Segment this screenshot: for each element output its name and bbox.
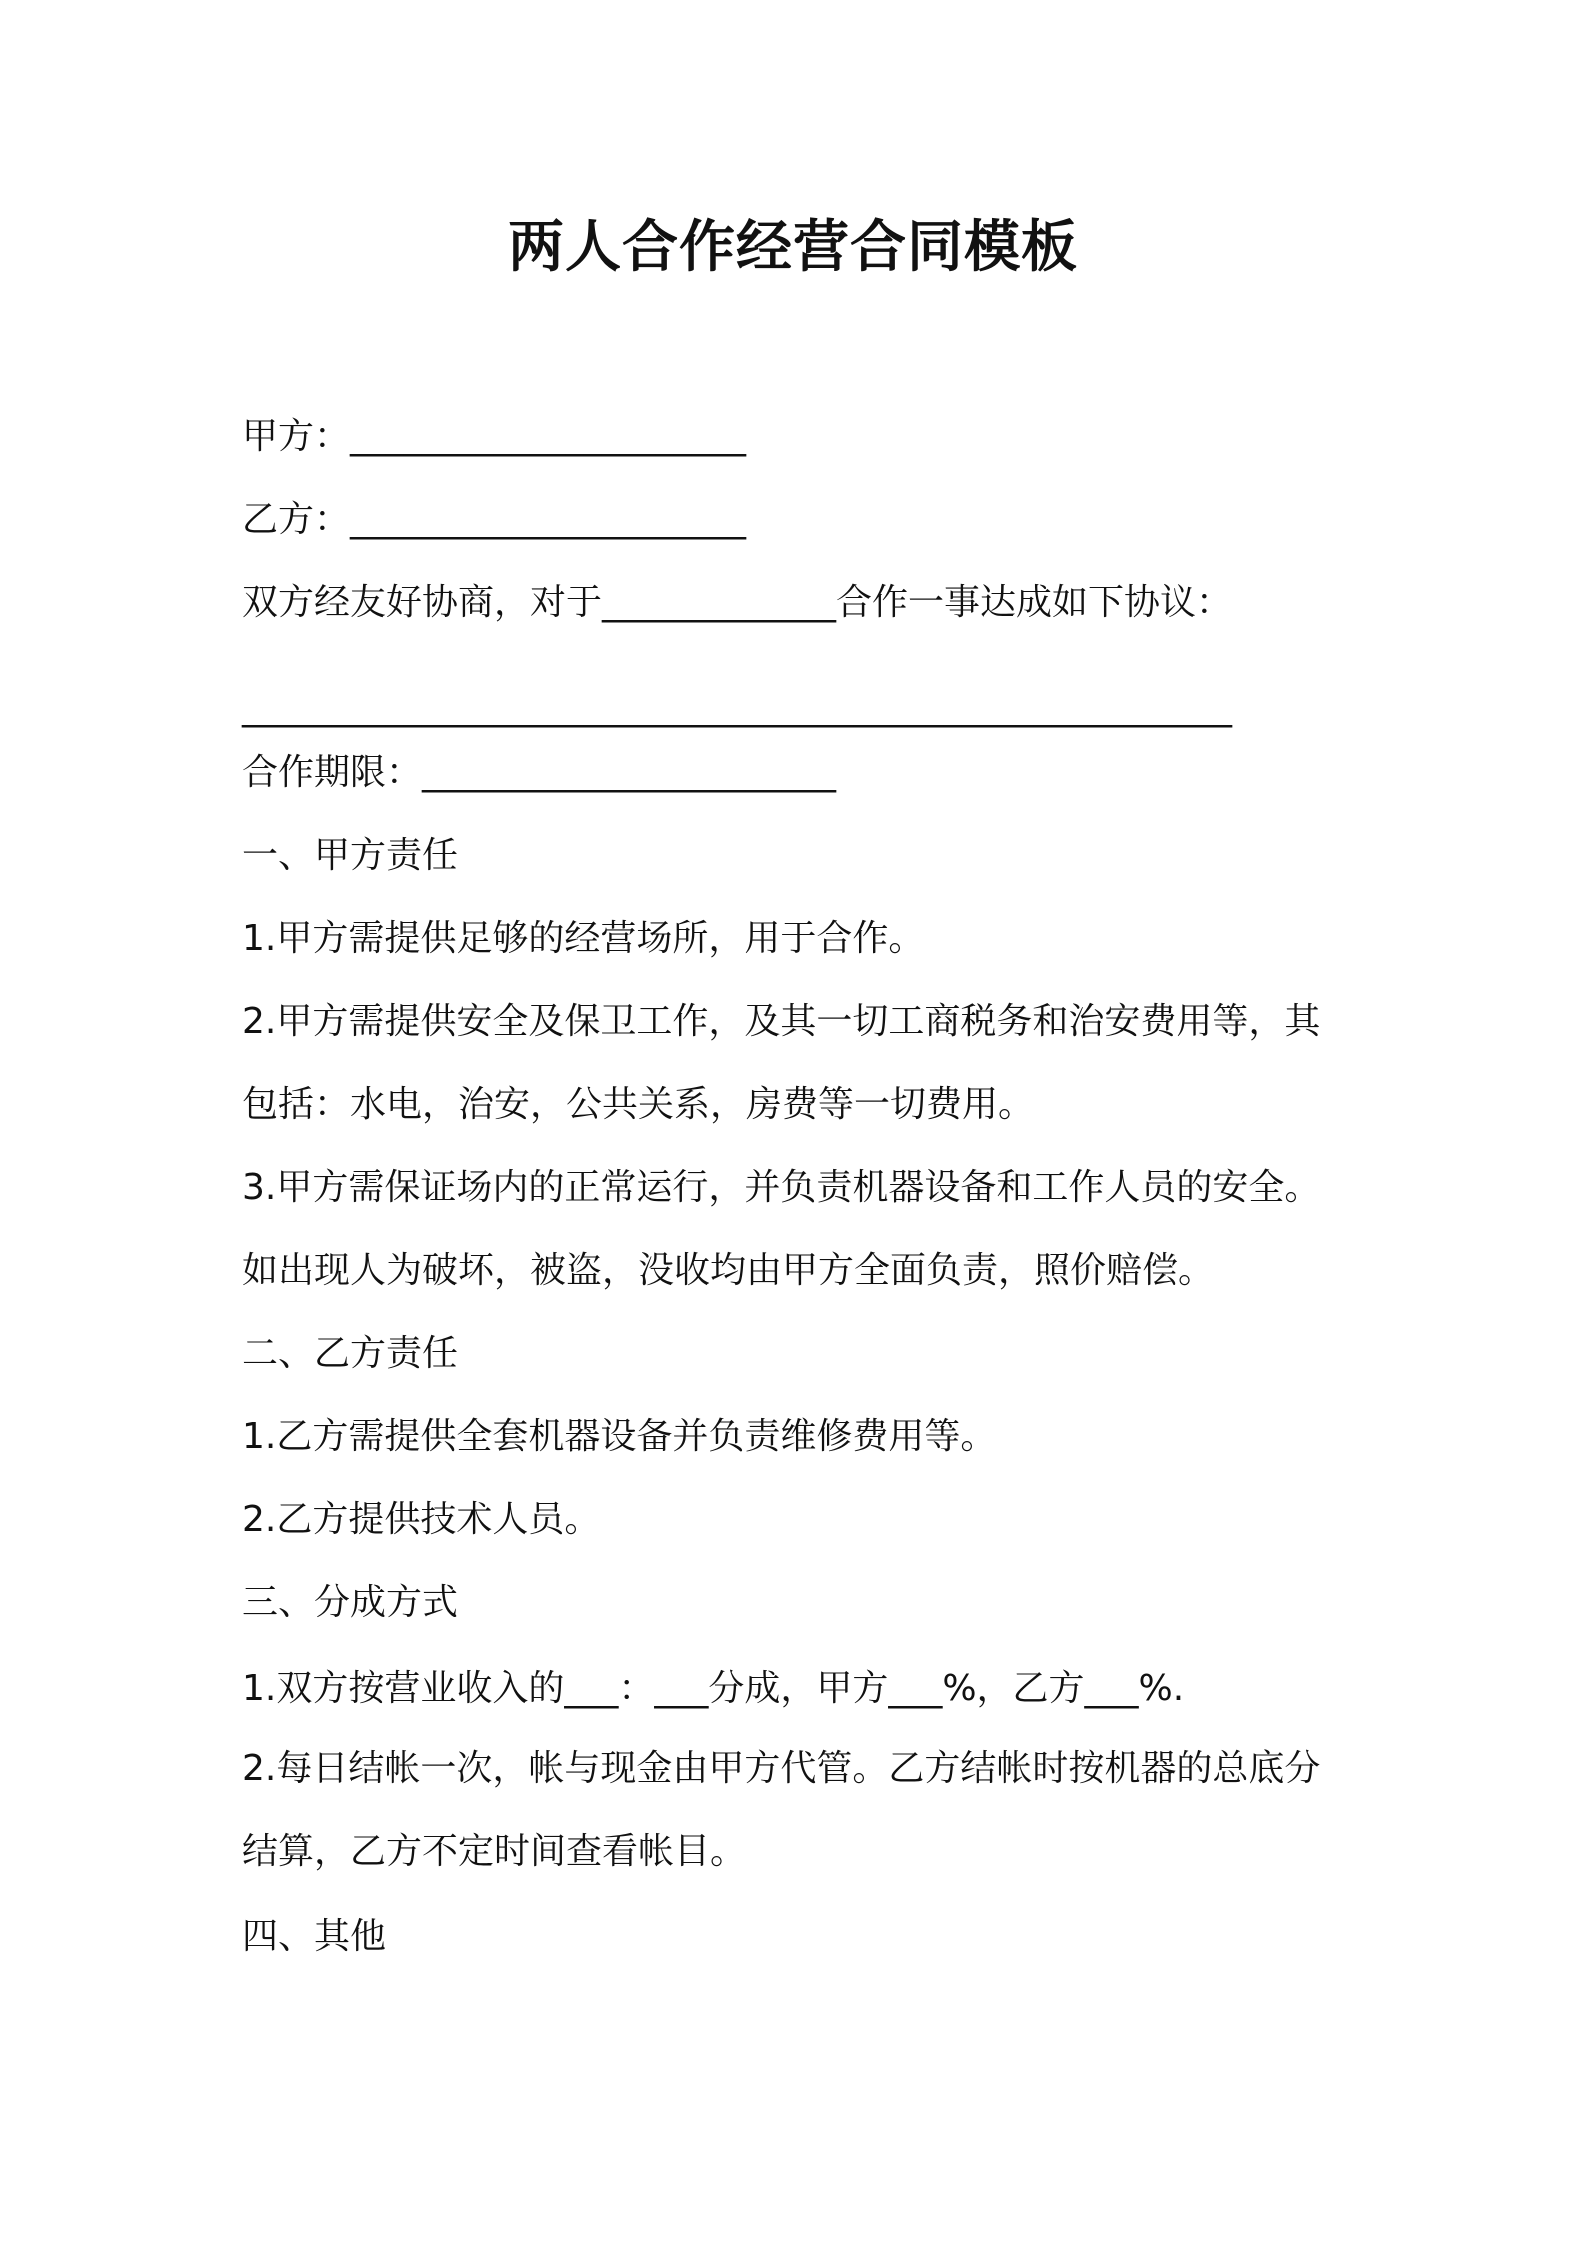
party-b-clause-2: 2.乙方提供技术人员。	[242, 1499, 601, 1540]
party-a-clause-1: 1.甲方需提供足够的经营场所，用于合作。	[242, 918, 925, 959]
party-a-line: 甲方：______________________	[242, 416, 747, 457]
revenue-split-clause-2-line-1: 2.每日结帐一次，帐与现金由甲方代管。乙方结帐时按机器的总底分	[242, 1748, 1321, 1789]
section-heading-other: 四、其他	[242, 1916, 387, 1957]
party-a-clause-3-line-2: 如出现人为破坏，被盗，没收均由甲方全面负责，照价赔偿。	[242, 1250, 1215, 1291]
term-line: 合作期限：_______________________	[242, 752, 837, 793]
document-title: 两人合作经营合同模板	[508, 215, 1078, 280]
party-a-clause-2-line-2: 包括：水电，治安，公共关系，房费等一切费用。	[242, 1084, 1035, 1125]
section-heading-party-b: 二、乙方责任	[242, 1333, 459, 1374]
section-heading-revenue-split: 三、分成方式	[242, 1582, 459, 1623]
revenue-split-clause-1: 1.双方按营业收入的___：___分成，甲方___%，乙方___%.	[242, 1668, 1185, 1709]
blank-fill-line: _______________________________________________________	[242, 687, 1232, 728]
party-b-clause-1: 1.乙方需提供全套机器设备并负责维修费用等。	[242, 1416, 997, 1457]
party-a-clause-2-line-1: 2.甲方需提供安全及保卫工作，及其一切工商税务和治安费用等，其	[242, 1001, 1321, 1042]
section-heading-party-a: 一、甲方责任	[242, 835, 459, 876]
revenue-split-clause-2-line-2: 结算，乙方不定时间查看帐目。	[242, 1831, 747, 1872]
party-a-clause-3-line-1: 3.甲方需保证场内的正常运行，并负责机器设备和工作人员的安全。	[242, 1167, 1321, 1208]
intro-paragraph: 双方经友好协商，对于_____________合作一事达成如下协议：	[242, 582, 1233, 623]
party-b-line: 乙方：______________________	[242, 499, 747, 540]
